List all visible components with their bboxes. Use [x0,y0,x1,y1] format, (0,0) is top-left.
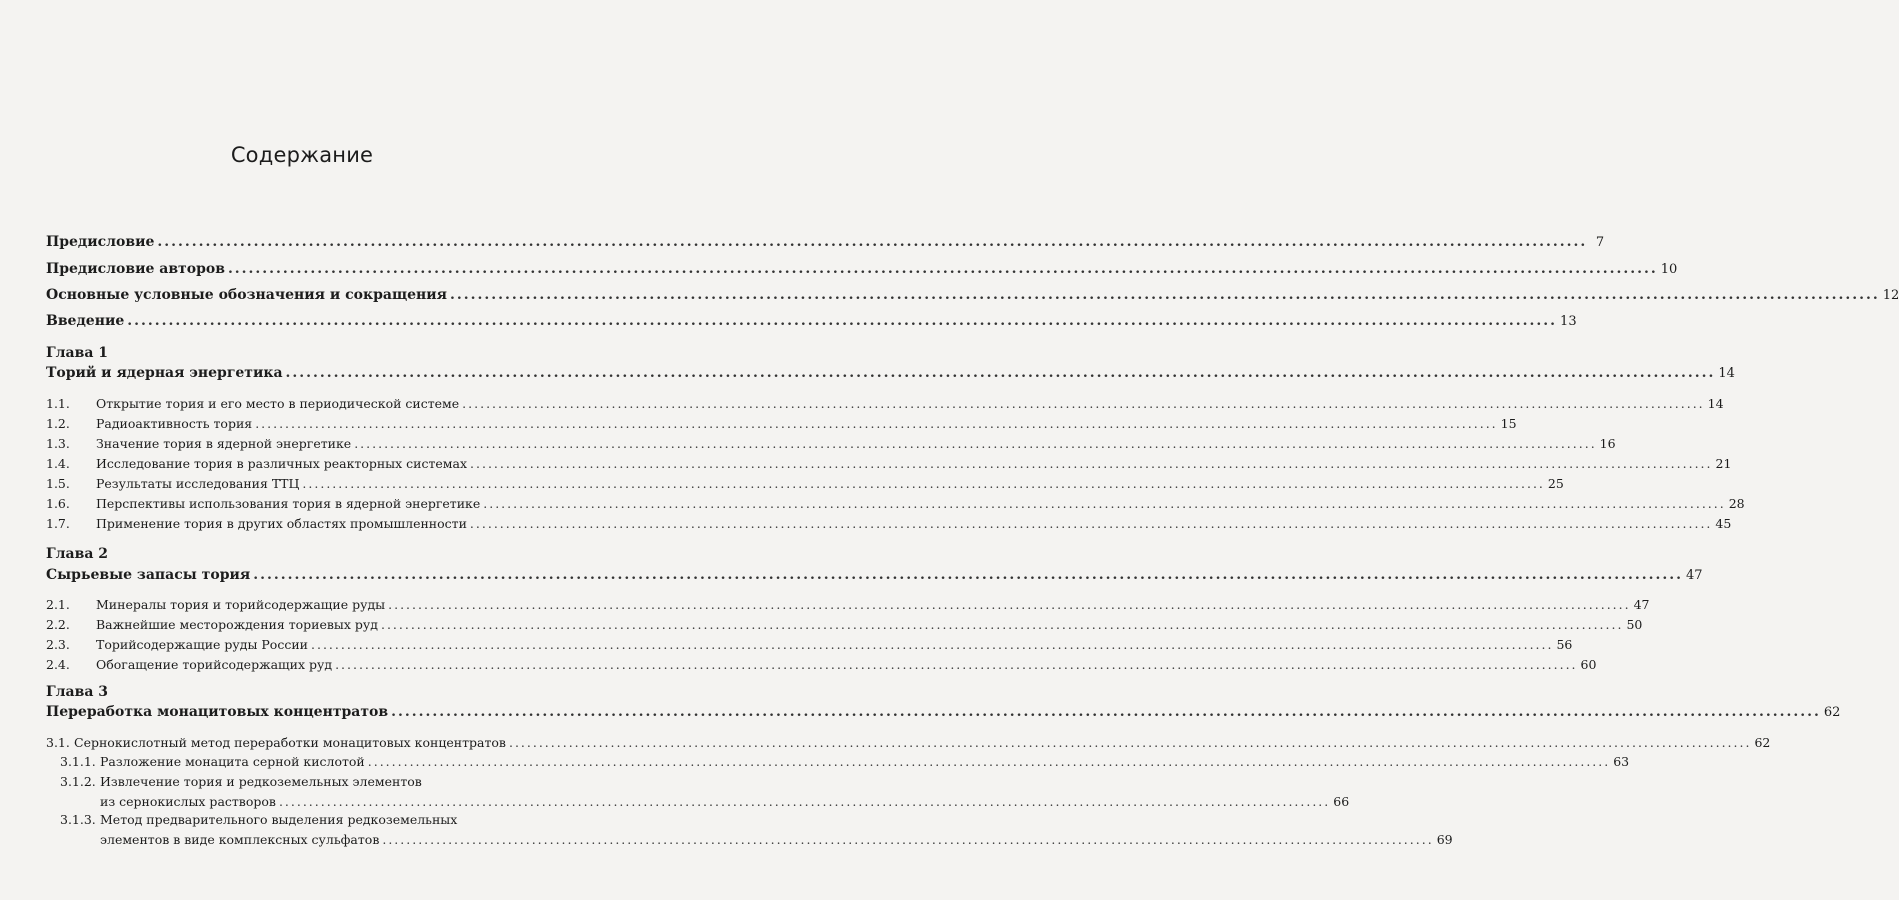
dot-leader [391,704,1821,720]
page-number: 25 [1547,476,1564,491]
toc-section[interactable] [46,516,1732,531]
section-title: Радиоактивность тория [96,416,253,431]
toc-entry-authors-preface[interactable] [46,261,1678,277]
toc-chapter-1[interactable] [46,365,1735,381]
subsection-number: 3.1.1. [60,754,96,769]
section-number: 2.4. [46,657,70,672]
section-number: 1.6. [46,496,70,511]
dot-leader [470,456,1712,471]
section-title: Сернокислотный метод переработки монацитовых концентратов [74,735,506,750]
toc-section[interactable] [46,637,1573,652]
section-number: 1.2. [46,416,70,431]
page-number: 45 [1715,516,1732,531]
dot-leader [470,516,1712,531]
page-number: 14 [1718,366,1735,381]
chapter-label: Глава 1 [46,345,109,361]
section-title: Значение тория в ядерной энергетике [96,436,352,451]
section-number: 1.4. [46,456,70,471]
chapter-label: Глава 2 [46,546,109,562]
section-title: Торийсодержащие руды России [96,637,308,652]
dot-leader [388,597,1630,612]
page-number: 28 [1728,496,1745,511]
page-number: 62 [1823,705,1841,720]
subsection-title-line1: Извлечение тория и редкоземельных элементов [100,774,422,789]
toc-entry-abbreviations[interactable] [46,287,1899,303]
subsection-title-line1: Метод предварительного выделения редкоземельных [100,812,458,827]
section-title: Применение тория в других областях промышленности [96,516,467,531]
toc-section[interactable] [46,617,1643,632]
page-title: Содержание [230,143,374,167]
dot-leader [354,436,1596,451]
page-number: 47 [1686,568,1703,583]
toc-section[interactable] [46,597,1650,612]
toc-section[interactable] [46,476,1564,491]
section-title: Перспективы использования тория в ядерной энергетике [96,496,481,511]
chapter-title: Торий и ядерная энергетика [46,365,283,381]
section-number: 1.3. [46,436,70,451]
toc-section[interactable] [46,416,1517,431]
page-number: 69 [1436,832,1453,847]
toc-chapter-2[interactable] [46,567,1703,583]
dot-leader [462,396,1704,411]
dot-leader [302,476,1544,491]
toc-subsection[interactable] [60,754,1630,769]
chapter-title: Переработка монацитовых концентратов [46,704,389,720]
section-number: 3.1. [46,735,70,750]
toc-section[interactable] [46,456,1732,471]
toc-entry-title: Введение [46,313,125,329]
toc-section[interactable] [46,657,1597,672]
subsection-number: 3.1.3. [60,812,96,827]
subsection-title-line2: из сернокислых растворов [100,794,276,809]
toc-chapter-3[interactable] [46,704,1841,720]
dot-leader [157,234,1587,250]
dot-leader [311,637,1553,652]
page-number: 14 [1707,396,1724,411]
toc-entry-introduction[interactable] [46,313,1577,329]
page-number: 12 [1882,288,1899,303]
dot-leader [286,365,1716,381]
subsection-title: Разложение монацита серной кислотой [100,754,365,769]
dot-leader [509,735,1751,750]
section-number: 1.1. [46,396,70,411]
dot-leader: ................................................................................................................................................................................ [278,794,1331,809]
dot-leader [255,416,1497,431]
toc-section[interactable] [46,396,1724,411]
section-number: 2.1. [46,597,70,612]
page-number: 13 [1560,314,1577,329]
section-title: Результаты исследования ТТЦ [96,476,300,491]
subsection-number: 3.1.2. [60,774,96,789]
page-number: 60 [1580,657,1597,672]
section-number: 1.7. [46,516,70,531]
dot-leader [483,496,1725,511]
page-number: 50 [1626,617,1643,632]
toc-entry-title: Предисловие авторов [46,261,225,277]
dot-leader [335,657,1577,672]
dot-leader [368,754,1610,769]
page-number: 56 [1556,637,1573,652]
dot-leader [228,261,1658,277]
section-title: Исследование тория в различных реакторных системах [96,456,468,471]
page-number: 21 [1715,456,1732,471]
page-number: 66 [1333,794,1350,809]
toc-entry-preface[interactable] [46,234,1605,250]
page-number: 62 [1754,735,1771,750]
page-number: 15 [1500,416,1517,431]
toc-entry-title: Основные условные обозначения и сокращения [46,287,447,303]
toc-section[interactable] [46,436,1616,451]
page-number: 7 [1595,235,1605,250]
dot-leader [127,313,1557,329]
toc-subsection[interactable] [60,774,1350,812]
toc-entry-title: Предисловие [46,234,155,250]
dot-leader [381,617,1623,632]
section-title: Обогащение торийсодержащих руд [96,657,333,672]
section-title: Минералы тория и торийсодержащие руды [96,597,386,612]
section-number: 2.2. [46,617,70,632]
page-number: 10 [1660,262,1678,277]
page-number: 47 [1633,597,1650,612]
chapter-label: Глава 3 [46,684,109,700]
dot-leader: ................................................................................................................................................................................ [382,832,1434,847]
section-number: 2.3. [46,637,70,652]
section-number: 1.5. [46,476,70,491]
section-title: Важнейшие месторождения ториевых руд [96,617,378,632]
chapter-title: Сырьевые запасы тория [46,567,251,583]
section-title: Открытие тория и его место в периодической системе [96,396,460,411]
dot-leader [253,567,1683,583]
toc-subsection[interactable] [60,812,1453,852]
toc-section[interactable] [46,496,1745,511]
dot-leader [450,287,1880,303]
page-number: 16 [1599,436,1616,451]
subsection-title-line2: элементов в виде комплексных сульфатов [100,832,380,847]
page-number: 63 [1613,754,1630,769]
toc-section[interactable] [46,735,1771,750]
